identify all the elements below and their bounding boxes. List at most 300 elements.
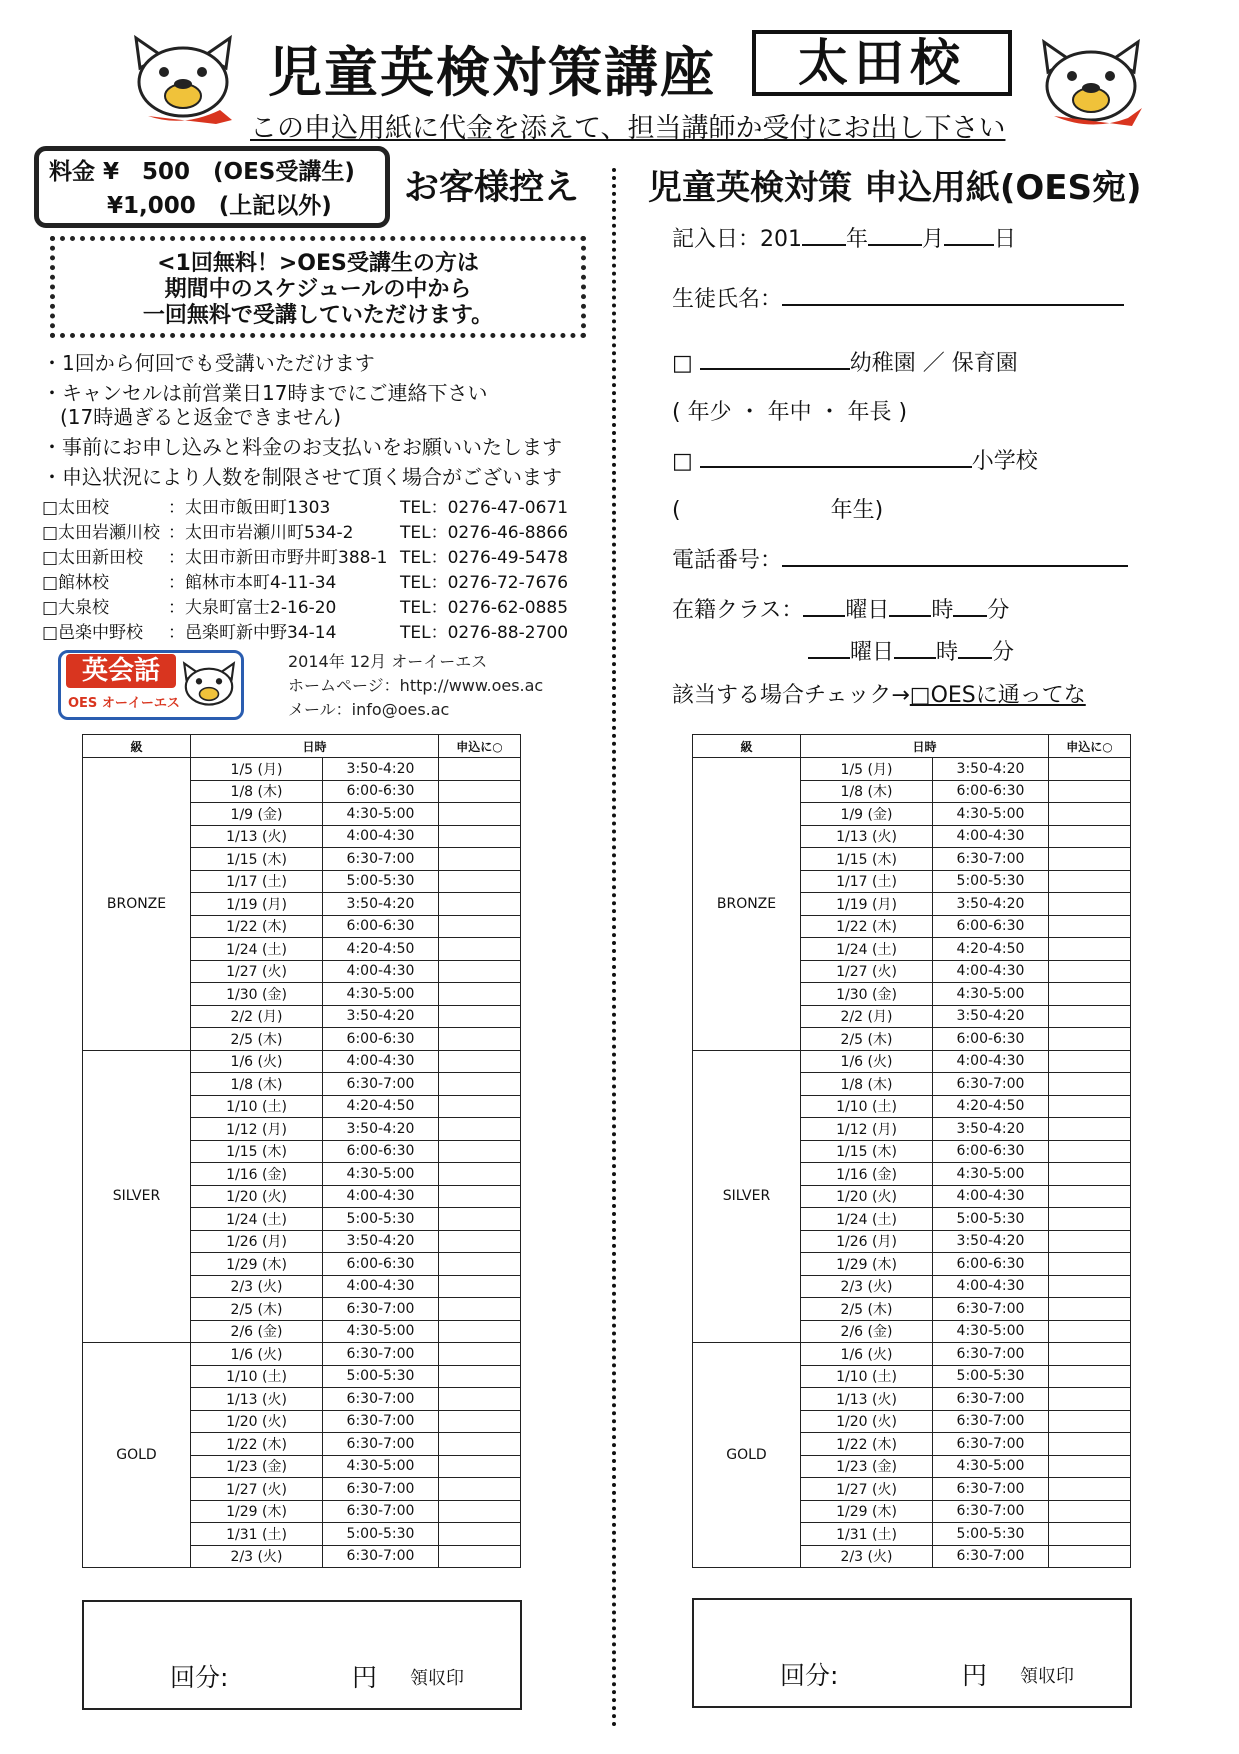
hour-label: 時 (931, 598, 954, 623)
bulldog-logo-icon (180, 656, 238, 714)
signup-check-cell[interactable] (1049, 825, 1131, 848)
date-cell: 2/6 (金) (191, 1320, 323, 1343)
time-cell: 4:00-4:30 (323, 825, 439, 848)
elementary-name-field[interactable] (700, 444, 972, 468)
table-header-row (83, 735, 521, 758)
date-cell: 1/24 (土) (801, 938, 933, 961)
signup-check-cell[interactable] (439, 1455, 521, 1478)
page-title: 児童英検対策講座 (268, 41, 716, 104)
phone-label: 電話番号： (672, 548, 783, 573)
hour-label: 時 (936, 640, 959, 665)
date-cell: 1/20 (火) (191, 1185, 323, 1208)
signup-check-cell[interactable] (439, 1095, 521, 1118)
customer-copy-label: お客様控え (404, 168, 580, 208)
table-header-cell: 日時 (801, 735, 1049, 758)
signup-check-cell[interactable] (1049, 1208, 1131, 1231)
phone-row (672, 543, 1128, 574)
signup-check-cell[interactable] (439, 893, 521, 916)
time-cell: 4:00-4:30 (933, 825, 1049, 848)
level-cell: GOLD (83, 1343, 191, 1568)
time-cell: 3:50-4:20 (323, 1005, 439, 1028)
date-cell: 1/30 (金) (191, 983, 323, 1006)
time-cell: 4:30-5:00 (323, 803, 439, 826)
signup-check-cell[interactable] (439, 1298, 521, 1321)
date-cell: 1/12 (月) (191, 1118, 323, 1141)
date-cell: 1/9 (金) (801, 803, 933, 826)
time-cell: 3:50-4:20 (933, 1005, 1049, 1028)
time-cell: 6:30-7:00 (933, 1500, 1049, 1523)
table-row (693, 1050, 1131, 1073)
time-cell: 4:20-4:50 (323, 1095, 439, 1118)
kindergarten-row (672, 346, 1018, 377)
free-trial-line: <1回無料！>OES受講生の方は (157, 251, 479, 276)
oes-logo (58, 650, 244, 720)
school-row (42, 521, 602, 546)
school-address: ：邑楽町新中野34-14 (168, 623, 337, 643)
signup-check-cell[interactable] (1049, 1140, 1131, 1163)
receipt-yen-label: 円 (352, 1663, 378, 1692)
signup-check-cell[interactable] (1049, 1073, 1131, 1096)
table-row (693, 1343, 1131, 1366)
table-header-cell: 日時 (191, 735, 439, 758)
school-address: ：太田市岩瀬川町534-2 (168, 523, 354, 543)
signup-check-cell[interactable] (1049, 1523, 1131, 1546)
month-label: 月 (922, 227, 945, 252)
level-cell: BRONZE (693, 758, 801, 1051)
signup-check-cell[interactable] (439, 803, 521, 826)
time-cell: 6:30-7:00 (933, 848, 1049, 871)
time-cell: 6:00-6:30 (933, 1028, 1049, 1051)
receipt-count-label: 回分: (780, 1661, 839, 1690)
time-cell: 6:30-7:00 (933, 1478, 1049, 1501)
signup-check-cell[interactable] (1049, 893, 1131, 916)
application-form-title: 児童英検対策 申込用紙(OES宛) (648, 168, 1142, 208)
signup-check-cell[interactable] (439, 1275, 521, 1298)
signup-check-cell[interactable] (439, 1523, 521, 1546)
time-cell: 5:00-5:30 (933, 1523, 1049, 1546)
year-field[interactable] (802, 222, 846, 246)
signup-check-cell[interactable] (1049, 1455, 1131, 1478)
date-cell: 2/6 (金) (801, 1320, 933, 1343)
oes-check-row (672, 678, 1086, 709)
date-cell: 1/22 (木) (191, 915, 323, 938)
day-field[interactable] (944, 222, 994, 246)
time-cell: 6:00-6:30 (933, 1253, 1049, 1276)
signup-check-cell[interactable] (1049, 1163, 1131, 1186)
time-cell: 6:30-7:00 (323, 1343, 439, 1366)
school-list (42, 496, 602, 646)
signup-check-cell[interactable] (1049, 1095, 1131, 1118)
date-cell: 1/20 (火) (801, 1185, 933, 1208)
signup-check-cell[interactable] (439, 1118, 521, 1141)
date-cell: 1/16 (金) (191, 1163, 323, 1186)
table-header-cell: 級 (693, 735, 801, 758)
date-cell: 1/6 (火) (801, 1050, 933, 1073)
date-cell: 1/10 (土) (801, 1095, 933, 1118)
receipt-count-label: 回分: (170, 1663, 229, 1692)
kindergarten-checkbox[interactable]: □ (672, 351, 693, 376)
receipt-stamp-label: 領収印 (1020, 1666, 1074, 1687)
signup-check-cell[interactable] (439, 870, 521, 893)
signup-check-cell[interactable] (1049, 938, 1131, 961)
date-cell: 1/27 (火) (801, 1478, 933, 1501)
date-cell: 1/24 (土) (191, 1208, 323, 1231)
signup-check-cell[interactable] (1049, 1410, 1131, 1433)
time-cell: 4:00-4:30 (323, 1275, 439, 1298)
year-label: 年 (846, 227, 869, 252)
student-name-row (672, 282, 1124, 313)
table-header-cell: 申込に○ (439, 735, 521, 758)
date-cell: 1/29 (木) (191, 1253, 323, 1276)
date-cell: 1/31 (土) (191, 1523, 323, 1546)
student-name-label: 生徒氏名： (672, 287, 783, 312)
date-cell: 1/19 (月) (801, 893, 933, 916)
school-name: □邑楽中野校 (42, 623, 144, 643)
weekday-field[interactable] (808, 635, 850, 659)
date-cell: 1/5 (月) (191, 758, 323, 781)
date-cell: 2/5 (木) (801, 1028, 933, 1051)
level-cell: SILVER (693, 1050, 801, 1343)
time-cell: 4:00-4:30 (323, 960, 439, 983)
date-cell: 1/29 (木) (801, 1253, 933, 1276)
signup-check-cell[interactable] (1049, 803, 1131, 826)
signup-check-cell[interactable] (1049, 1478, 1131, 1501)
signup-check-cell[interactable] (439, 1005, 521, 1028)
signup-check-cell[interactable] (1049, 915, 1131, 938)
signup-check-cell[interactable] (439, 758, 521, 781)
time-cell: 6:30-7:00 (323, 1478, 439, 1501)
signup-check-cell[interactable] (439, 1320, 521, 1343)
date-cell: 1/30 (金) (801, 983, 933, 1006)
time-cell: 6:30-7:00 (933, 1343, 1049, 1366)
cut-line-divider (612, 168, 616, 1728)
date-cell: 1/10 (土) (191, 1365, 323, 1388)
signup-check-cell[interactable] (1049, 870, 1131, 893)
time-cell: 6:30-7:00 (323, 848, 439, 871)
time-cell: 5:00-5:30 (323, 870, 439, 893)
class-row-1 (672, 593, 1009, 624)
elementary-row (672, 444, 1038, 475)
table-row (83, 758, 521, 781)
signup-check-cell[interactable] (439, 1163, 521, 1186)
bulldog-mascot-right-icon (1036, 28, 1146, 138)
table-header-row (693, 735, 1131, 758)
date-cell: 1/15 (木) (801, 1140, 933, 1163)
date-cell: 1/15 (木) (801, 848, 933, 871)
signup-check-cell[interactable] (439, 1185, 521, 1208)
time-cell: 5:00-5:30 (323, 1365, 439, 1388)
date-cell: 1/15 (木) (191, 1140, 323, 1163)
date-cell: 1/6 (火) (801, 1343, 933, 1366)
school-name: □太田校 (42, 498, 110, 518)
school-tel: TEL：0276-49-5478 (400, 548, 569, 568)
table-row (83, 1343, 521, 1366)
time-cell: 3:50-4:20 (933, 893, 1049, 916)
signup-check-cell[interactable] (439, 1208, 521, 1231)
minute-field[interactable] (953, 593, 987, 617)
school-row (42, 496, 602, 521)
signup-check-cell[interactable] (1049, 1050, 1131, 1073)
elementary-grade-label: 年生) (830, 498, 884, 523)
signup-check-cell[interactable] (1049, 1433, 1131, 1456)
elementary-checkbox[interactable]: □ (672, 449, 693, 474)
date-cell: 1/24 (土) (191, 938, 323, 961)
time-cell: 6:00-6:30 (933, 1140, 1049, 1163)
signup-check-cell[interactable] (439, 960, 521, 983)
time-cell: 4:20-4:50 (933, 1095, 1049, 1118)
weekday-label: 曜日 (850, 640, 895, 665)
signup-check-cell[interactable] (1049, 1230, 1131, 1253)
signup-check-cell[interactable] (439, 1230, 521, 1253)
date-cell: 1/22 (木) (801, 1433, 933, 1456)
time-cell: 4:30-5:00 (933, 803, 1049, 826)
signup-check-cell[interactable] (1049, 1118, 1131, 1141)
time-cell: 4:00-4:30 (323, 1050, 439, 1073)
table-row (693, 758, 1131, 781)
date-cell: 1/24 (土) (801, 1208, 933, 1231)
signup-check-cell[interactable] (1049, 1185, 1131, 1208)
time-cell: 3:50-4:20 (323, 758, 439, 781)
entry-date-row (672, 222, 1016, 253)
date-cell: 1/22 (木) (801, 915, 933, 938)
time-cell: 5:00-5:30 (323, 1523, 439, 1546)
oes-checkbox[interactable]: □OESに通ってな (909, 683, 1086, 708)
date-cell: 1/15 (木) (191, 848, 323, 871)
signup-check-cell[interactable] (1049, 1005, 1131, 1028)
date-cell: 1/8 (木) (191, 1073, 323, 1096)
school-tel: TEL：0276-62-0885 (400, 598, 569, 618)
school-name: □太田岩瀬川校 (42, 523, 161, 543)
time-cell: 5:00-5:30 (933, 1365, 1049, 1388)
signup-check-cell[interactable] (439, 938, 521, 961)
signup-check-cell[interactable] (439, 1545, 521, 1568)
signup-check-cell[interactable] (1049, 1320, 1131, 1343)
school-tel: TEL：0276-88-2700 (400, 623, 569, 643)
school-address: ：太田市飯田町1303 (168, 498, 331, 518)
time-cell: 6:30-7:00 (323, 1388, 439, 1411)
time-cell: 5:00-5:30 (323, 1208, 439, 1231)
signup-check-cell[interactable] (1049, 1365, 1131, 1388)
signup-check-cell[interactable] (439, 1478, 521, 1501)
minute-field[interactable] (958, 635, 992, 659)
date-cell: 1/8 (木) (801, 780, 933, 803)
signup-check-cell[interactable] (1049, 780, 1131, 803)
date-cell: 1/26 (月) (801, 1230, 933, 1253)
date-cell: 1/6 (火) (191, 1050, 323, 1073)
free-trial-line: 一回無料で受講していただけます。 (142, 303, 494, 328)
date-cell: 1/22 (木) (191, 1433, 323, 1456)
time-cell: 4:00-4:30 (933, 1050, 1049, 1073)
signup-check-cell[interactable] (1049, 1388, 1131, 1411)
signup-check-cell[interactable] (439, 1050, 521, 1073)
date-cell: 1/12 (月) (801, 1118, 933, 1141)
signup-check-cell[interactable] (439, 1253, 521, 1276)
signup-check-cell[interactable] (439, 1433, 521, 1456)
signup-check-cell[interactable] (1049, 848, 1131, 871)
time-cell: 6:30-7:00 (933, 1433, 1049, 1456)
time-cell: 4:00-4:30 (323, 1185, 439, 1208)
signup-check-cell[interactable] (1049, 983, 1131, 1006)
time-cell: 4:30-5:00 (323, 1320, 439, 1343)
signup-check-cell[interactable] (439, 1500, 521, 1523)
time-cell: 4:30-5:00 (323, 1163, 439, 1186)
date-cell: 1/8 (木) (801, 1073, 933, 1096)
table-header-cell: 級 (83, 735, 191, 758)
date-cell: 1/13 (火) (801, 1388, 933, 1411)
date-cell: 1/13 (火) (191, 825, 323, 848)
signup-check-cell[interactable] (1049, 1253, 1131, 1276)
note-item: (17時過ぎると返金できません) (60, 405, 342, 429)
signup-check-cell[interactable] (1049, 1298, 1131, 1321)
free-trial-box (50, 236, 586, 338)
date-cell: 1/10 (土) (191, 1095, 323, 1118)
school-row (42, 596, 602, 621)
time-cell: 6:30-7:00 (323, 1298, 439, 1321)
time-cell: 4:00-4:30 (933, 1185, 1049, 1208)
date-cell: 1/8 (木) (191, 780, 323, 803)
time-cell: 6:30-7:00 (323, 1545, 439, 1568)
kindergarten-grade-row: ( 年少 ・ 年中 ・ 年長 ) (672, 400, 908, 425)
date-cell: 1/26 (月) (191, 1230, 323, 1253)
signup-check-cell[interactable] (439, 780, 521, 803)
school-row (42, 621, 602, 646)
time-cell: 4:30-5:00 (933, 1320, 1049, 1343)
school-tel: TEL：0276-72-7676 (400, 573, 569, 593)
school-row (42, 546, 602, 571)
time-cell: 4:30-5:00 (933, 983, 1049, 1006)
time-cell: 6:00-6:30 (323, 780, 439, 803)
note-item: ・事前にお申し込みと料金のお支払いをお願いいたします (42, 435, 562, 459)
class-row-2 (808, 635, 1014, 666)
student-name-field[interactable] (782, 282, 1124, 306)
school-address: ：館林市本町4-11-34 (168, 573, 337, 593)
level-cell: SILVER (83, 1050, 191, 1343)
minute-label: 分 (992, 640, 1015, 665)
date-cell: 1/16 (金) (801, 1163, 933, 1186)
issue-date: 2014年 12月 オーイーエス (288, 652, 488, 671)
fee-box (34, 146, 390, 228)
kindergarten-name-field[interactable] (700, 346, 850, 370)
date-cell: 1/27 (火) (191, 1478, 323, 1501)
branch-name-box: 太田校 (752, 30, 1012, 96)
notes-list (42, 348, 562, 492)
signup-check-cell[interactable] (439, 1410, 521, 1433)
signup-check-cell[interactable] (439, 1365, 521, 1388)
signup-check-cell[interactable] (1049, 1343, 1131, 1366)
signup-check-cell[interactable] (439, 1343, 521, 1366)
signup-check-cell[interactable] (439, 848, 521, 871)
table-header-cell: 申込に○ (1049, 735, 1131, 758)
signup-check-cell[interactable] (1049, 960, 1131, 983)
signup-check-cell[interactable] (439, 915, 521, 938)
time-cell: 3:50-4:20 (933, 1118, 1049, 1141)
date-cell: 1/27 (火) (801, 960, 933, 983)
receipt-yen-label: 円 (962, 1661, 988, 1690)
receipt-stamp-label: 領収印 (410, 1668, 464, 1689)
time-cell: 5:00-5:30 (933, 870, 1049, 893)
date-cell: 2/2 (月) (801, 1005, 933, 1028)
receipt-box-left (82, 1600, 522, 1710)
free-trial-line: 期間中のスケジュールの中から (164, 277, 472, 302)
table-row (83, 1050, 521, 1073)
signup-check-cell[interactable] (439, 1073, 521, 1096)
level-cell: BRONZE (83, 758, 191, 1051)
date-cell: 1/9 (金) (191, 803, 323, 826)
entry-date-label: 記入日：201 (672, 227, 802, 252)
date-cell: 1/23 (金) (801, 1455, 933, 1478)
school-tel: TEL：0276-46-8866 (400, 523, 569, 543)
date-cell: 1/31 (土) (801, 1523, 933, 1546)
phone-field[interactable] (782, 543, 1128, 567)
time-cell: 6:00-6:30 (933, 915, 1049, 938)
time-cell: 5:00-5:30 (933, 1208, 1049, 1231)
oes-check-label: 該当する場合チェック→ (672, 683, 910, 708)
signup-check-cell[interactable] (1049, 1275, 1131, 1298)
logo-bottom-text: OES オーイーエス (68, 696, 180, 711)
signup-check-cell[interactable] (439, 825, 521, 848)
time-cell: 6:30-7:00 (933, 1298, 1049, 1321)
time-cell: 6:30-7:00 (323, 1433, 439, 1456)
note-item: ・1回から何回でも受講いただけます (42, 351, 375, 375)
hour-field[interactable] (894, 635, 936, 659)
signup-check-cell[interactable] (1049, 1545, 1131, 1568)
signup-check-cell[interactable] (1049, 1500, 1131, 1523)
time-cell: 6:30-7:00 (933, 1410, 1049, 1433)
date-cell: 1/23 (金) (191, 1455, 323, 1478)
signup-check-cell[interactable] (1049, 758, 1131, 781)
elementary-grade-row (672, 493, 883, 524)
date-cell: 2/3 (火) (801, 1275, 933, 1298)
time-cell: 6:00-6:30 (933, 780, 1049, 803)
homepage-url[interactable]: ホームページ：http://www.oes.ac (288, 676, 544, 695)
date-cell: 2/5 (木) (191, 1028, 323, 1051)
time-cell: 4:30-5:00 (323, 1455, 439, 1478)
contact-email[interactable]: メール：info@oes.ac (288, 700, 450, 719)
class-label: 在籍クラス： (672, 598, 804, 623)
signup-check-cell[interactable] (1049, 1028, 1131, 1051)
elementary-label: 小学校 (971, 449, 1038, 474)
signup-check-cell[interactable] (439, 1028, 521, 1051)
grade-open-paren: ( (672, 498, 681, 523)
time-cell: 6:00-6:30 (323, 915, 439, 938)
date-cell: 1/17 (土) (191, 870, 323, 893)
date-cell: 1/17 (土) (801, 870, 933, 893)
date-cell: 2/2 (月) (191, 1005, 323, 1028)
school-address: ：大泉町富士2-16-20 (168, 598, 337, 618)
signup-check-cell[interactable] (439, 1140, 521, 1163)
school-name: □太田新田校 (42, 548, 144, 568)
time-cell: 6:30-7:00 (933, 1073, 1049, 1096)
time-cell: 3:50-4:20 (933, 758, 1049, 781)
school-row (42, 571, 602, 596)
signup-check-cell[interactable] (439, 1388, 521, 1411)
time-cell: 6:30-7:00 (933, 1545, 1049, 1568)
fee-line-members: 料金 ¥ 500 (OES受講生) (49, 159, 355, 185)
school-name: □館林校 (42, 573, 110, 593)
time-cell: 4:20-4:50 (933, 938, 1049, 961)
signup-check-cell[interactable] (439, 983, 521, 1006)
time-cell: 4:00-4:30 (933, 960, 1049, 983)
instruction-subtitle: この申込用紙に代金を添えて、担当講師か受付にお出し下さい (250, 113, 1006, 144)
date-cell: 2/3 (火) (801, 1545, 933, 1568)
fee-line-others: ¥1,000 (上記以外) (107, 193, 332, 219)
weekday-field[interactable] (803, 593, 845, 617)
company-info (288, 650, 543, 722)
hour-field[interactable] (889, 593, 931, 617)
time-cell: 3:50-4:20 (323, 1118, 439, 1141)
receipt-box-right (692, 1598, 1132, 1708)
month-field[interactable] (868, 222, 922, 246)
